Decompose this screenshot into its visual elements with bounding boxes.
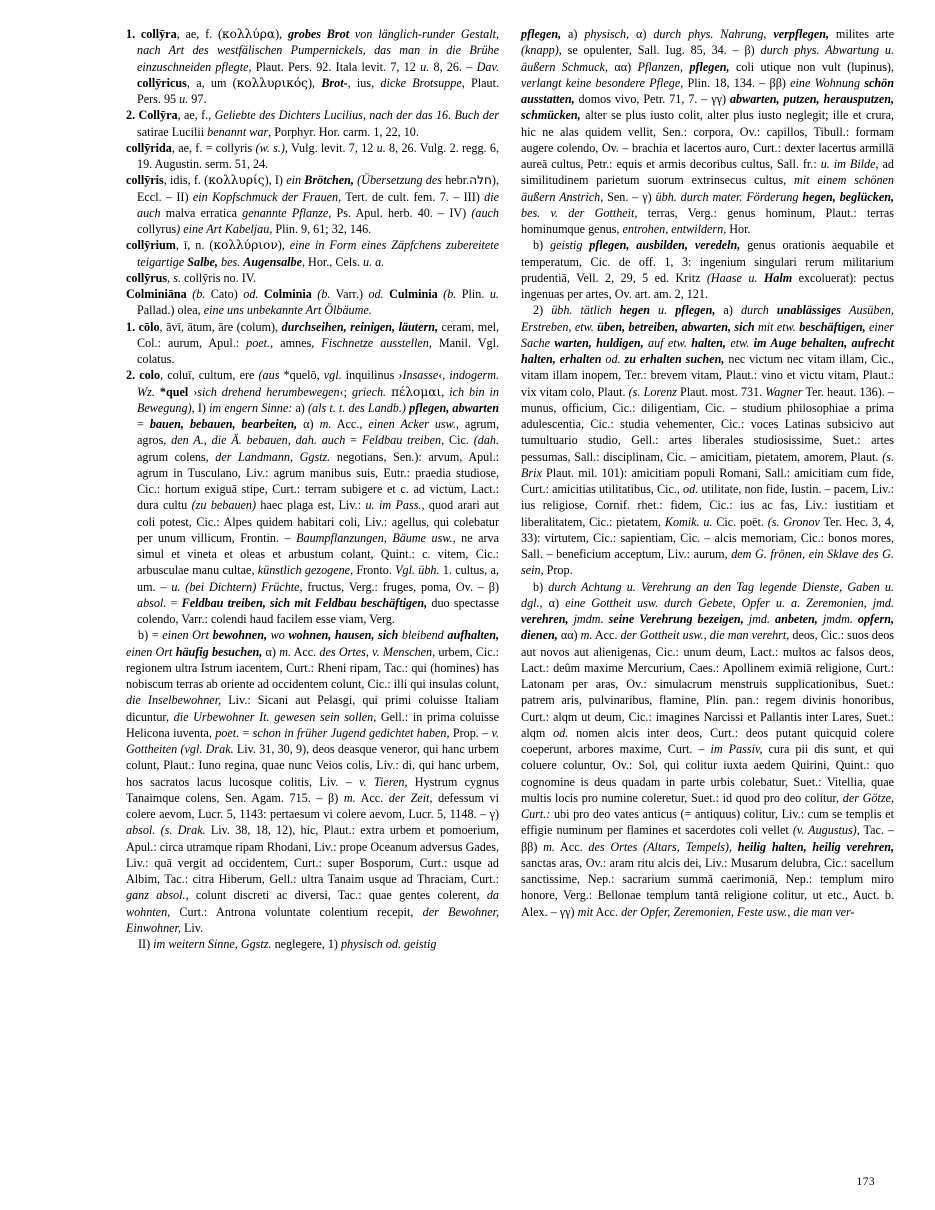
dictionary-entry: 1. collȳra, ae, f. (κολλύρα), grobes Brot von länglich-runder Gestalt, nach Art des westfälischen Pumpernickels, das man in die Brühe einzuschneiden pflegte, Plaut. Pers. 92. Itala levit. 7, 12 u. 8, 26. – Dav. collȳricus, a, um (κολλυρικός), Brot-, ius, dicke Brotsuppe, Plaut. Pers. 95 u. 97. — [126, 27, 500, 106]
dictionary-entry: b) durch Achtung u. Verehrung an den Tag legende Dienste, Gaben u. dgl., α) eine Gottheit usw. durch Gebete, Opfer u. a. Zeremonien, jmd. verehren, jmdm. seine Verehrung bezeigen, jmd. anbeten, jmdm. opfern, dienen, αα) m. Acc. der Gottheit usw., die man verehrt, deos, Cic.: suos deos aut novos aut alienigenas, Cic.: unum deum, Lact.: multos ac falsos deos, Lact.: deûm maxime Mercurium, Caes.: Apollinem eximiā religione, Curt.: Latonam per aras, Ov.: simulacrum menstruis supplicationibus, Suet.: patrem aris, pulvinaribus, flamine, Plin. pan.: regem divinis honoribus, Curt.: alqm ut deum, Cic.: imagines Narcissi et Pallantis inter Lares, Suet.: alqm od. nomen alcis inter deos, Curt.: deos putant quicquid colere coeperunt, arbores maxime, Curt. – im Passiv, cura pii dis sunt, et qui coluere coluntur, Ov.: Sol, qui colitur iuxta aedem Quirini, Quint.: quo cognomine is deus quadam in parte urbis colebatur, Suet.: Vitellia, quae multis locis pro numine coleretur, Suet.: id quod pro deo colitur, der Götze, Curt.: ubi pro deo vates anticus (= antiquus) colitur, Liv.: cum se templis et effigie numinum per flamines et sacerdotes coli vellet (v. Augustus), Tac. – ββ) m. Acc. des Ortes (Altars, Tempels), heilig halten, heilig verehren, sanctas aras, Ov.: aram ritu alcis dei, Liv.: Musarum delubra, Cic.: sacellum sanctissime, Nep.: sacrarium summā caerimoniā, Nep.: templum miro honore, Verg.: Bellonae templum tantā religione colitur, ut etc., Auct. b. Alex. – γγ) mit Acc. der Opfer, Zeremonien, Feste usw., die man ver- — [521, 579, 895, 919]
dictionary-entry: collȳrida, ae, f. = collyris (w. s.), Vulg. levit. 7, 12 u. 8, 26. Vulg. 2. regg. 6, 19. Augustin. serm. 51, 24. — [126, 140, 499, 171]
left-column — [126, 26, 499, 952]
two-column-layout — [126, 26, 895, 952]
dictionary-entry: collȳrus, s. collȳris no. IV. — [126, 270, 256, 285]
dictionary-entry: b) geistig pflegen, ausbilden, veredeln, genus orationis aequabile et temperatum, Cic. de off. 1, 3: ingenium singulari rerum militarium prudentiā, Vell. 2, 29, 5 ed. Kritz (Haase u. Halm excoluerat): pectus ingenuas per artes, Ov. art. am. 2, 121. — [521, 238, 894, 301]
dictionary-entry: collȳrium, ī, n. (κολλύριον), eine in Form eines Zäpfchens zubereitete teigartige Salbe, bes. Augensalbe, Hor., Cels. u. a. — [126, 238, 499, 269]
right-column — [521, 26, 894, 920]
dictionary-entry: collȳris, idis, f. (κολλυρίς), I) ein Brötchen, (Übersetzung des hebr.חלה), Eccl. – II) ein Kopfschmuck der Frauen, Tert. de cult. fem. 7. – III) die auch malva erratica genannte Pflanze, Ps. Apul. herb. 40. – IV) (auch collyrus) eine Art Kabeljau, Plin. 9, 61; 32, 146. — [126, 173, 500, 236]
dictionary-entry: 2) übh. tätlich hegen u. pflegen, a) durch unablässiges Ausüben, Erstreben, etw. üben, betreiben, abwarten, sich mit etw. beschäftigen, einer Sache warten, huldigen, auf etw. halten, etw. im Auge behalten, aufrecht halten, erhalten od. zu erhalten suchen, nec victum nec vitam illam, Cic., vitam illam inopem, Ter.: brevem vitam, Plaut.: vino et victu vitam, Plaut.: vix vitam colo, Plaut. (s. Lorenz Plaut. most. 731. Wagner Ter. heaut. 136). – munus, officium, Cic.: diligentiam, Cic. – studium philosophiae a prima adulescentia, Cic.: studia vehementer, Cic.: voces Latinas subsicivo aut tumultuario studio, Gell.: artes liberales studiosissime, Suet.: artes pessumas, Sall.: disciplinam, Cic. – amicitiam, pietatem, amorem, Plaut. (s. Brix Plaut. mil. 101): amicitiam populi Romani, Sall.: amicitiam cum fide, Curt.: amicitias utilitatibus, Cic., od. utilitate, non fide, Iustin. – pacem, Liv.: ius religiose, Cornif. rhet.: fidem, Cic.: ius ac fas, Liv.: iustitiam et liberalitatem, Cic.: pietatem, Komik. u. Cic. poët. (s. Gronov Ter. Hec. 3, 4, 33): virtutem, Cic.: sapientiam, Cic. – alcis memoriam, Cic.: bonos mores, Sall. – beneficium acceptum, Liv.: aurum, dem G. frönen, ein Sklave des G. sein, Prop. — [521, 303, 895, 578]
dictionary-entry: 2. Collȳra, ae, f., Geliebte des Dichters Lucilius, nach der das 16. Buch der satirae Lucilii benannt war, Porphyr. Hor. carm. 1, 22, 10. — [126, 108, 499, 139]
dictionary-entry: II) im weitern Sinne, Ggstz. neglegere, 1) physisch od. geistig — [138, 937, 437, 951]
dictionary-entry: pflegen, a) physisch, α) durch phys. Nahrung, verpflegen, milites arte (knapp), se opulenter, Sall. Iug. 85, 34. – β) durch phys. Abwartung u. äußern Schmuck, αα) Pflanzen, pflegen, coli utique non vult (lupinus), verlangt keine besondere Pflege, Plin. 18, 134. – ββ) eine Wohnung schön ausstatten, domos vivo, Petr. 71, 7. – γγ) abwarten, putzen, herausputzen, schmücken, alter se plus iusto colit, alter plus iusto neglegit; ille et crura, hic ne alas quidem vellit, Sen.: corpora, Ov.: capillos, Tibull.: formam augere colendo, Ov. – brachia et lacertos auro, Curt.: dexter lacertus armillā aureā cultus, Petr.: equis et armis decoribus cultus, Sall. fr.: u. im Bilde, ad similitudinem parietum suorum extrinsecus cultus, mit einem schönen äußern Anstrich, Sen. – γ) übh. durch mater. Förderung hegen, beglücken, bes. v. der Gottheit, terras, Verg.: genus hominum, Plaut.: terras hominumque genus, entrohen, entwildern, Hor. — [521, 27, 895, 236]
dictionary-entry: 2. colo, coluī, cultum, ere (aus *quelō, vgl. inquilinus ›Insasse‹, indogerm. Wz. *quel ›sich drehend herumbewegen‹; griech. πέλομαι, ich bin in Bewegung), I) im engern Sinne: a) (als t. t. des Landb.) pflegen, abwarten = bauen, bebauen, bearbeiten, α) m. Acc., einen Acker usw., agrum, agros, den A., die Ä. bebauen, dah. auch = Feldbau treiben, Cic. (dah. agrum colens, der Landmann, Ggstz. negotians, Sen.): arvum, Apul.: agrum in Tusculano, Liv.: agrum manibus suis, Eutr.: praedia studiose, Cic.: hortum exiguā stipe, Curt.: terram subigere et c. ad victum, Lact.: dura cultu (zu bebauen) haec plaga est, Liv.: u. im Pass., quod arari aut coli potest, Cic.: Alpes quidem habitari coli, Liv.: agellus, qui colebatur per unum villicum, Frontin. – Baumpflanzungen, Bäume usw., ne arva simul et vineta et oleas et arbustum colant, Quint.: c. vitem, Cic.: arbusculae manu cultae, künstlich gezogene, Fronto. Vgl. übh. 1. cultus, a, um. – u. (bei Dichtern) Früchte, fructus, Verg.: fruges, poma, Ov. – β) absol. = Feldbau treiben, sich mit Feldbau beschäftigen, duo spectasse colendo, Varr.: colendi haud facilem esse viam, Verg. — [126, 368, 500, 626]
page-number: 173 — [856, 1176, 875, 1188]
dictionary-entry: 1. cōlo, āvī, ātum, āre (colum), durchseihen, reinigen, läutern, ceram, mel, Col.: aurum, Apul.: poet., amnes, Fischnetze ausstellen, Manil. Vgl. colatus. — [126, 319, 499, 366]
dictionary-entry: Colminiāna (b. Cato) od. Colminia (b. Varr.) od. Culminia (b. Plin. u. Pallad.) olea, eine uns unbekannte Art Ölbäume. — [126, 287, 499, 318]
dictionary-entry: b) = einen Ort bewohnen, wo wohnen, hausen, sich bleibend aufhalten, einen Ort häufig besuchen, α) m. Acc. des Ortes, v. Menschen, urbem, Cic.: regionem ultra Istrum iacentem, Curt.: Rheni ripam, Tac.: qui (homines) has nobiscum terras ab oriente ad occidentem colunt, Cic.: illi qui insulas colunt, die Inselbewohner, Liv.: Sicani aut Pelasgi, qui primi coluisse Italiam dicuntur, die Urbewohner It. gewesen sein sollen, Gell.: in prima coluisse Helicona iuventa, poet. = schon in früher Jugend gedichtet haben, Prop. – v. Gottheiten (vgl. Drak. Liv. 31, 30, 9), deos deasque veneror, qui hanc urbem colunt, Plaut.: Iuno regina, quae nunc Veios colis, Liv.: di, qui hanc urbem, hos sacratos lacus lucosque colitis, Liv. – v. Tieren, Hystrum cygnus Tanaimque colens, Sen. Agam. 715. – β) m. Acc. der Zeit, defessum vi colere aevom, Lucr. 5, 1143: pertaesum vi colere aevom, Lucr. 5, 1148. – γ) absol. (s. Drak. Liv. 38, 18, 12), hic, Plaut.: extra urbem et pomoerium, Apul.: circa utramque ripam Rhodani, Liv.: prope Oceanum adversus Gades, Liv.: quā vergit ad occidentem, Curt.: super Bosporum, Curt.: usque ad Albim, Tac.: citra Hiberum, Gell.: ultra Tanaim usque ad Thraciam, Curt.: ganz absol., colunt discreti ac diversi, Tac.: quae gentes colerent, da wohnten, Curt.: Antrona voluntate colentium recepit, der Bewohner, Einwohner, Liv. — [126, 628, 500, 935]
